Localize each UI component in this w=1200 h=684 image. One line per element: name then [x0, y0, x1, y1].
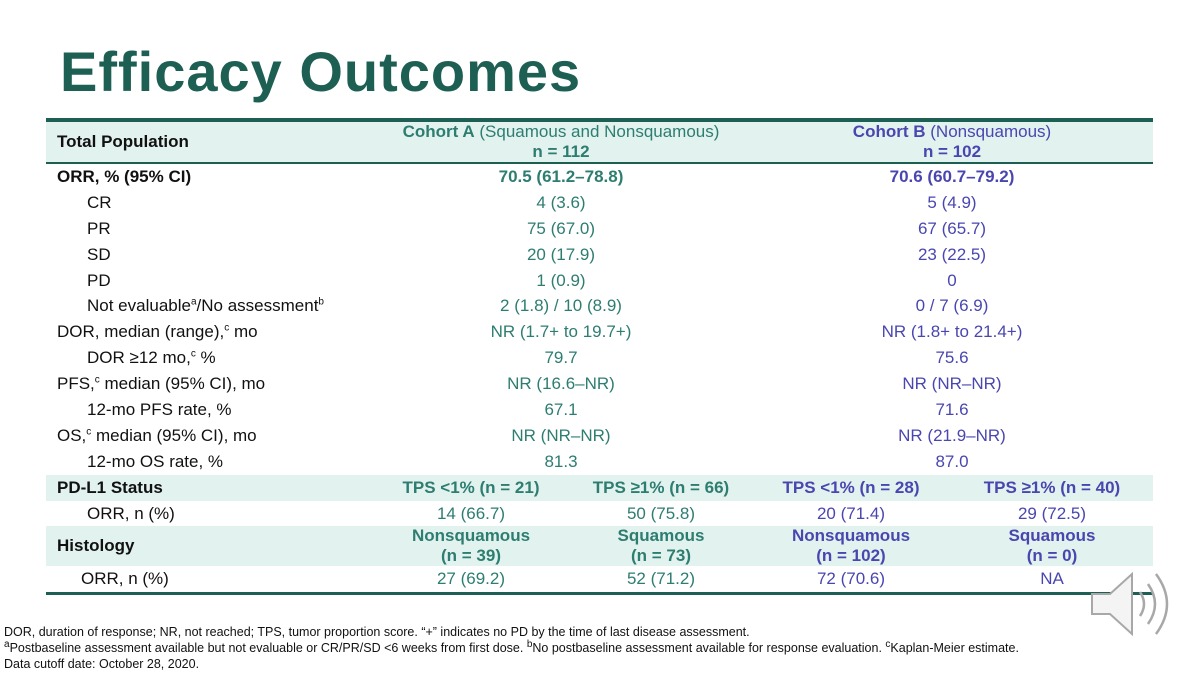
row-label: PR — [87, 218, 111, 238]
cohort-b-value: 0 — [947, 270, 957, 290]
pdl1-header-row — [46, 475, 1153, 501]
table-row — [46, 449, 1153, 475]
footnotes — [4, 624, 1019, 672]
cohort-b-value: NR (NR–NR) — [902, 374, 1002, 394]
cohort-b-value: NR (1.8+ to 21.4+) — [881, 322, 1023, 342]
table-row — [46, 319, 1153, 345]
cohort-a-value: NR (1.7+ to 19.7+) — [490, 322, 632, 342]
row-label: 12-mo PFS rate, % — [87, 399, 232, 419]
cohort-b-value: 87.0 — [935, 451, 969, 471]
cohort-b-n: n = 102 — [922, 142, 982, 161]
row-label: ORR, n (%) — [81, 569, 169, 589]
table-row — [46, 566, 1153, 593]
table-row — [46, 423, 1153, 449]
pdl1-col: TPS ≥1% (n = 66) — [571, 475, 751, 501]
pdl1-label: PD-L1 Status — [46, 475, 371, 501]
table-header-row — [46, 120, 1153, 163]
pdl1-col: TPS <1% (n = 21) — [371, 475, 571, 501]
row-label: SD — [87, 244, 111, 264]
pdl1-col: TPS ≥1% (n = 40) — [951, 475, 1153, 501]
row-label: PFS,$^c$ median (95% CI), mo — [57, 374, 266, 394]
table-row — [46, 268, 1153, 294]
table-row — [46, 501, 1153, 527]
table-row — [46, 397, 1153, 423]
footnote-line: Data cutoff date: October 28, 2020. — [4, 657, 200, 671]
histology-col: Nonsquamous (n = 39) — [371, 526, 571, 566]
table-row — [46, 163, 1153, 190]
cohort-a-value: 75 (67.0) — [526, 218, 596, 238]
histology-header-row — [46, 526, 1153, 566]
cohort-a-value: 20 (17.9) — [526, 244, 596, 264]
cohort-b-value: NR (21.9–NR) — [898, 425, 1006, 445]
histology-value: NA — [1040, 569, 1064, 589]
cohort-b-value: 0 / 7 (6.9) — [915, 296, 989, 316]
cohort-a-value: 4 (3.6) — [536, 192, 586, 212]
row-label: DOR ≥12 mo,$^c$ % — [87, 348, 216, 368]
table-row — [46, 371, 1153, 397]
cohort-a-value: 1 (0.9) — [536, 270, 586, 290]
speaker-icon[interactable] — [1088, 568, 1188, 640]
row-label: 12-mo OS rate, % — [87, 451, 224, 471]
table-row — [46, 293, 1153, 319]
pdl1-value: 20 (71.4) — [816, 503, 886, 523]
cohort-b-value: 23 (22.5) — [917, 244, 987, 264]
table-row — [46, 190, 1153, 216]
cohort-a-header — [371, 120, 751, 163]
row-label: Not evaluable$^a$/No assessment$^b$ — [87, 296, 324, 316]
cohort-b-value: 70.6 (60.7–79.2) — [889, 166, 1015, 186]
cohort-b-value: 71.6 — [935, 399, 969, 419]
row-label: DOR, median (range),$^c$ mo — [57, 322, 258, 342]
row-label: ORR, % (95% CI) — [57, 166, 192, 186]
header-label: Total Population — [46, 120, 371, 163]
pdl1-value: 29 (72.5) — [1017, 503, 1087, 523]
cohort-b-header — [751, 120, 1153, 163]
cohort-a-value: 70.5 (61.2–78.8) — [498, 166, 624, 186]
table-row — [46, 345, 1153, 371]
row-label: OS,$^c$ median (95% CI), mo — [57, 425, 257, 445]
histology-col: Squamous (n = 0) — [951, 526, 1153, 566]
row-label: CR — [87, 192, 112, 212]
cohort-a-value: 81.3 — [544, 451, 578, 471]
cohort-a-value: NR (16.6–NR) — [507, 374, 615, 394]
histology-value: 27 (69.2) — [436, 569, 506, 589]
row-label: PD — [87, 270, 111, 290]
histology-col: Squamous (n = 73) — [571, 526, 751, 566]
histology-value: 72 (70.6) — [816, 569, 886, 589]
cohort-a-value: 67.1 — [544, 399, 578, 419]
pdl1-col: TPS <1% (n = 28) — [751, 475, 951, 501]
footnote-line: DOR, duration of response; NR, not reached; TPS, tumor proportion score. “+” indicates no PD by the time of last disease assessment. — [4, 625, 750, 639]
cohort-b-name: Cohort B — [852, 122, 926, 141]
cohort-a-value: 79.7 — [544, 348, 578, 368]
cohort-a-n: n = 112 — [532, 142, 590, 161]
cohort-b-desc: (Nonsquamous) — [930, 122, 1052, 141]
cohort-b-value: 5 (4.9) — [927, 192, 977, 212]
row-label: ORR, n (%) — [87, 503, 175, 523]
cohort-b-value: 67 (65.7) — [917, 218, 987, 238]
footnote-line: $^a$Postbaseline assessment available but not evaluable or CR/PR/SD <6 weeks from first dose. $^b$No postbaseline assessment available for response evaluation. $^c$Kaplan-Meier estimate. — [4, 638, 1019, 655]
table-row — [46, 242, 1153, 268]
cohort-a-value: 2 (1.8) / 10 (8.9) — [500, 296, 622, 316]
table-row — [46, 216, 1153, 242]
histology-col: Nonsquamous (n = 102) — [751, 526, 951, 566]
efficacy-table — [46, 118, 1153, 595]
page-title: Efficacy Outcomes — [60, 40, 582, 103]
cohort-b-value: 75.6 — [935, 348, 969, 368]
histology-label: Histology — [46, 526, 371, 566]
cohort-a-desc: (Squamous and Nonsquamous) — [479, 122, 720, 141]
pdl1-value: 14 (66.7) — [436, 503, 506, 523]
cohort-a-name: Cohort A — [402, 122, 475, 141]
pdl1-value: 50 (75.8) — [626, 503, 696, 523]
histology-value: 52 (71.2) — [626, 569, 696, 589]
cohort-a-value: NR (NR–NR) — [511, 425, 611, 445]
